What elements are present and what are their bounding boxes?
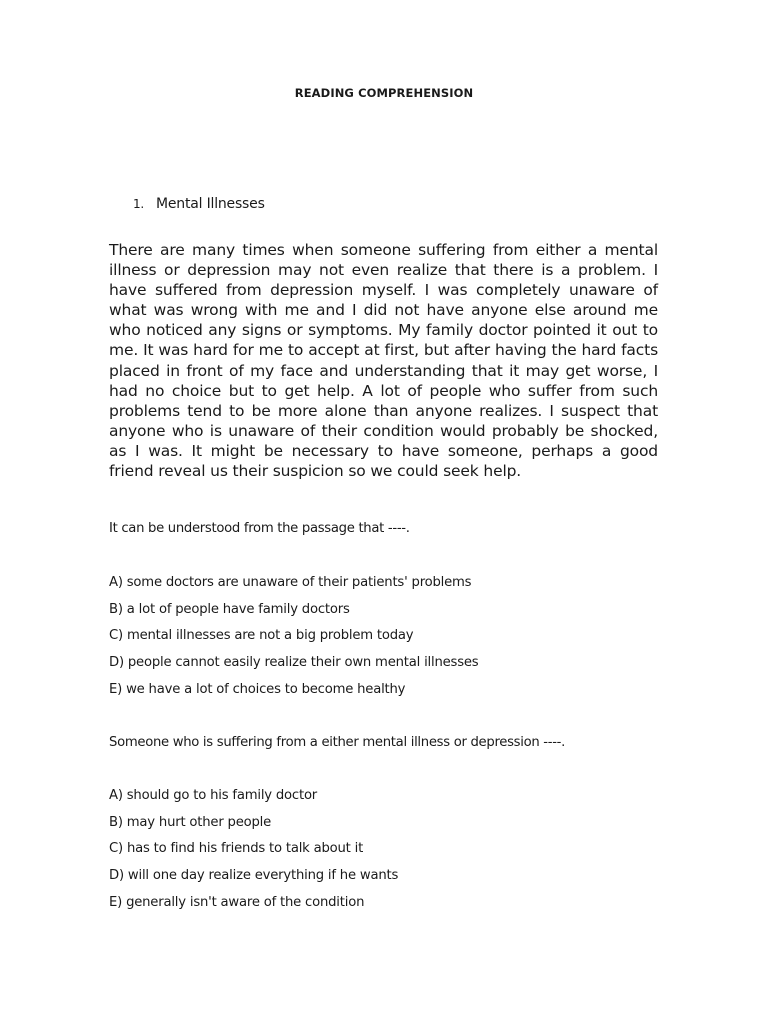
question-2-option-d: D) will one day realize everything if he wants bbox=[109, 868, 399, 884]
question-1-options bbox=[109, 575, 709, 708]
question-1-option-a: A) some doctors are unaware of their patients' problems bbox=[109, 575, 472, 590]
question-1-option-e: E) we have a lot of choices to become healthy bbox=[109, 681, 406, 697]
question-2-option-a: A) should go to his family doctor bbox=[109, 788, 318, 803]
reading-passage: There are many times when someone suffering from either a mental illness or depression may not even realize that there is a problem. I have suffered from depression myself. I was completely unaware of what was wrong with me and I did not have anyone else around me who noticed any signs or symptoms. My family doctor pointed it out to me. It was hard for me to accept at first, but after having the hard facts placed in front of my face and understanding that it may get worse, I had no choice but to get help. A lot of people who suffer from such problems tend to be more alone than anyone realizes. I suspect that anyone who is unaware of their condition would probably be shocked, as I was. It might be necessary to have someone, perhaps a good friend reveal us their suspicion so we could seek help. bbox=[109, 241, 658, 481]
document-title: READING COMPREHENSION bbox=[294, 86, 474, 100]
question-2-option-c: C) has to find his friends to talk about it bbox=[109, 841, 364, 857]
question-1-option-c: C) mental illnesses are not a big problem today bbox=[109, 628, 414, 644]
question-1-prompt: It can be understood from the passage that ----. bbox=[109, 521, 410, 536]
section-heading bbox=[133, 196, 265, 212]
question-2-options bbox=[109, 788, 709, 921]
question-1-option-d: D) people cannot easily realize their own mental illnesses bbox=[109, 655, 479, 671]
question-2-option-b: B) may hurt other people bbox=[109, 814, 272, 830]
question-1-option-b: B) a lot of people have family doctors bbox=[109, 601, 350, 617]
question-2-option-e: E) generally isn't aware of the condition bbox=[109, 894, 365, 910]
section-title: Mental Illnesses bbox=[156, 196, 265, 212]
section-number: 1. bbox=[133, 197, 145, 211]
question-2-prompt: Someone who is suffering from a either mental illness or depression ----. bbox=[109, 735, 566, 750]
